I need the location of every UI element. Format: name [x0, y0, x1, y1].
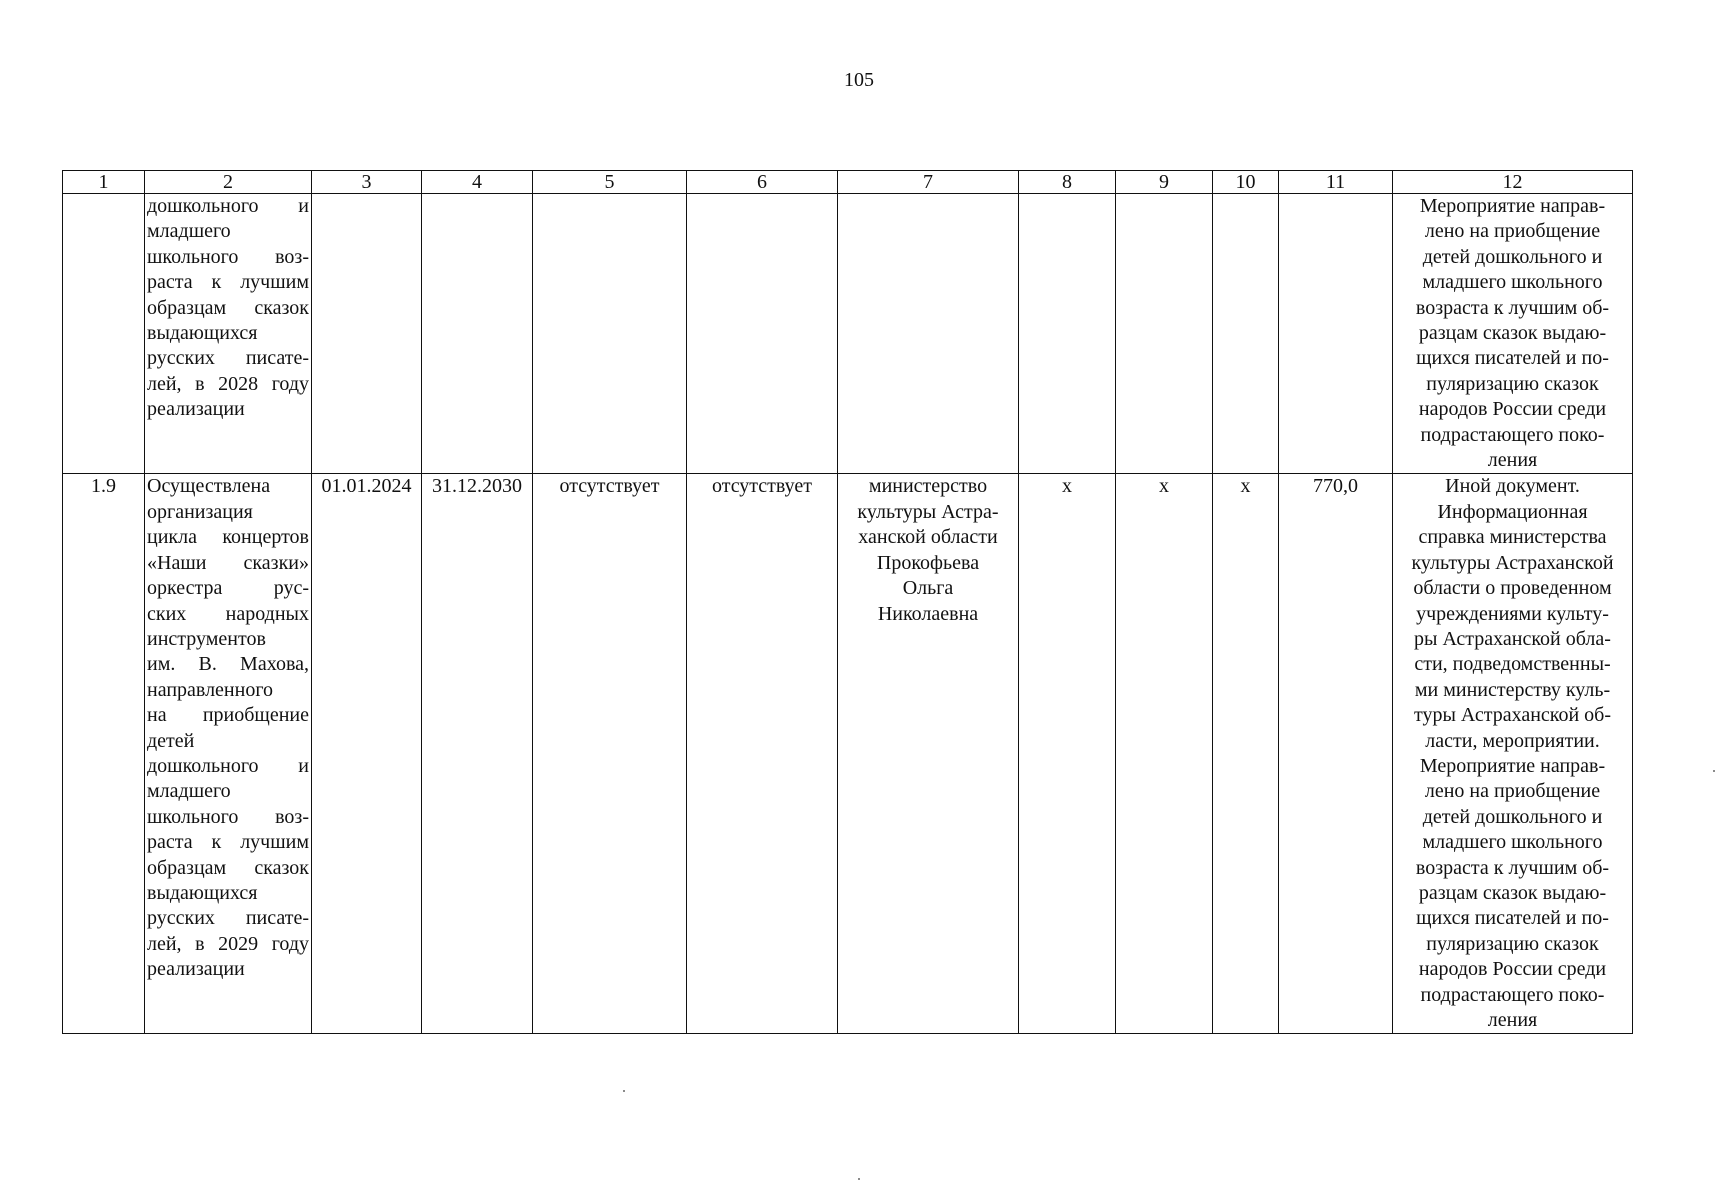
- column-number-cell: 12: [1393, 171, 1633, 194]
- cell-text-line: лей, в 2029 году: [147, 932, 309, 955]
- page-number: 105: [844, 69, 874, 91]
- column-number-row: [63, 171, 1633, 194]
- cell-text-line: детей дошкольного и: [1422, 805, 1603, 828]
- end-date-cell: 31.12.2030: [422, 474, 533, 1034]
- cell-text-line: им. В. Махова,: [147, 653, 309, 676]
- column-number-cell: 10: [1213, 171, 1279, 194]
- column-9-cell: х: [1116, 474, 1213, 1034]
- cell-text-line: пуляризацию сказок: [1426, 372, 1599, 395]
- column-number-cell: 5: [533, 171, 687, 194]
- cell-text-line: Прокофьева: [876, 551, 980, 574]
- cell-text-line: Мероприятие направ-: [1419, 195, 1606, 217]
- cell-text-line: ры Астраханской обла-: [1414, 627, 1611, 650]
- cell-text-line: области о проведенном: [1413, 577, 1612, 600]
- table-row: [63, 194, 1633, 474]
- item-description-cell: [145, 474, 312, 1034]
- column-number-cell: 3: [312, 171, 422, 194]
- cell-text-line: детей: [147, 729, 195, 752]
- cell-text-line: ских народных: [147, 602, 309, 625]
- cell-text-line: пуляризацию сказок: [1426, 932, 1599, 955]
- column-8-cell: х: [1019, 474, 1116, 1034]
- item-number-cell: 1.9: [63, 474, 145, 1034]
- column-number-cell: 6: [687, 171, 838, 194]
- scan-speck: [858, 1178, 860, 1180]
- measures-table: [62, 170, 1633, 1034]
- table-row: [63, 474, 1633, 1034]
- cell-text-line: выдающихся: [147, 881, 258, 904]
- cell-text-line: Ольга: [902, 577, 954, 600]
- cell-text-line: подрастающего поко-: [1420, 983, 1605, 1006]
- column-number-cell: 9: [1116, 171, 1213, 194]
- cell-text-line: ханской области: [858, 526, 998, 549]
- column-6-cell: отсутствует: [687, 474, 838, 1034]
- cell-text-line: реализации: [147, 958, 245, 981]
- cell-text-line: министерство: [868, 475, 988, 498]
- scan-speck: [623, 1090, 625, 1092]
- cell-text-line: Мероприятие направ-: [1419, 754, 1606, 777]
- cell-text-line: оркестра рус-: [147, 577, 309, 600]
- cell-text-line: разцам сказок выдаю-: [1418, 322, 1607, 345]
- cell-text-line: образцам сказок: [147, 856, 309, 879]
- column-number-cell: 1: [63, 171, 145, 194]
- cell-text-line: дошкольного и: [147, 754, 309, 777]
- column-number-cell: 7: [838, 171, 1019, 194]
- cell-text-line: справка министерства: [1418, 526, 1607, 549]
- cell-text-line: народов России среди: [1418, 398, 1607, 421]
- column-6-cell: [687, 194, 838, 474]
- column-9-cell: [1116, 194, 1213, 474]
- column-number-cell: 2: [145, 171, 312, 194]
- cell-text-line: ми министерству куль-: [1414, 678, 1611, 701]
- cell-text-line: образцам сказок: [147, 296, 309, 319]
- cell-text-line: туры Астраханской об-: [1413, 704, 1612, 727]
- cell-text-line: раста к лучшим: [147, 271, 309, 294]
- column-5-cell: отсутствует: [533, 474, 687, 1034]
- start-date-cell: 01.01.2024: [312, 474, 422, 1034]
- column-8-cell: [1019, 194, 1116, 474]
- cell-text-line: возраста к лучшим об-: [1415, 856, 1610, 879]
- cell-text-line: организация: [147, 500, 253, 523]
- cell-text-line: дошкольного и: [147, 195, 309, 217]
- cell-text-line: учреждениями культу-: [1416, 602, 1609, 625]
- column-number-cell: 11: [1279, 171, 1393, 194]
- cell-text-line: детей дошкольного и: [1422, 245, 1603, 268]
- column-5-cell: [533, 194, 687, 474]
- cell-text-line: школьного воз-: [147, 245, 309, 268]
- cell-text-line: щихся писателей и по-: [1416, 907, 1609, 930]
- column-number-cell: 4: [422, 171, 533, 194]
- amount-cell: 770,0: [1279, 474, 1393, 1034]
- cell-text-line: ления: [1487, 449, 1538, 472]
- cell-text-line: младшего школьного: [1422, 271, 1603, 294]
- cell-text-line: школьного воз-: [147, 805, 309, 828]
- cell-text-line: на приобщение: [147, 704, 309, 727]
- cell-text-line: народов России среди: [1418, 958, 1607, 981]
- cell-text-line: лено на приобщение: [1424, 780, 1601, 803]
- end-date-cell: [422, 194, 533, 474]
- responsible-cell: [838, 194, 1019, 474]
- cell-text-line: выдающихся: [147, 322, 258, 345]
- cell-text-line: щихся писателей и по-: [1416, 347, 1609, 370]
- cell-text-line: Николаевна: [877, 602, 979, 625]
- cell-text-line: ления: [1487, 1009, 1538, 1031]
- document-description-cell: [1393, 194, 1633, 474]
- cell-text-line: младшего школьного: [1422, 831, 1603, 854]
- scan-speck: [1713, 770, 1715, 772]
- document-description-cell: [1393, 474, 1633, 1034]
- cell-text-line: Информационная: [1437, 500, 1588, 523]
- item-description-cell: [145, 194, 312, 474]
- cell-text-line: раста к лучшим: [147, 831, 309, 854]
- cell-text-line: русских писате-: [147, 347, 309, 370]
- cell-text-line: возраста к лучшим об-: [1415, 296, 1610, 319]
- cell-text-line: «Наши сказки»: [147, 551, 309, 574]
- cell-text-line: ласти, мероприятии.: [1425, 729, 1600, 752]
- cell-text-line: младшего: [147, 220, 231, 243]
- cell-text-line: разцам сказок выдаю-: [1418, 881, 1607, 904]
- start-date-cell: [312, 194, 422, 474]
- column-number-cell: 8: [1019, 171, 1116, 194]
- cell-text-line: подрастающего поко-: [1420, 423, 1605, 446]
- cell-text-line: лей, в 2028 году: [147, 372, 309, 395]
- amount-cell: [1279, 194, 1393, 474]
- cell-text-line: сти, подведомственны-: [1414, 653, 1611, 676]
- responsible-cell: [838, 474, 1019, 1034]
- column-10-cell: [1213, 194, 1279, 474]
- cell-text-line: реализации: [147, 398, 245, 421]
- cell-text-line: направленного: [147, 678, 274, 701]
- cell-text-line: культуры Астра-: [857, 500, 999, 523]
- cell-text-line: инструментов: [147, 627, 266, 650]
- cell-text-line: Иной документ.: [1445, 475, 1580, 498]
- cell-text-line: Осуществлена: [147, 475, 271, 498]
- cell-text-line: младшего: [147, 780, 231, 803]
- cell-text-line: культуры Астраханской: [1411, 551, 1614, 574]
- item-number-cell: [63, 194, 145, 474]
- cell-text-line: лено на приобщение: [1424, 220, 1601, 243]
- column-10-cell: х: [1213, 474, 1279, 1034]
- cell-text-line: цикла концертов: [147, 526, 309, 549]
- cell-text-line: русских писате-: [147, 907, 309, 930]
